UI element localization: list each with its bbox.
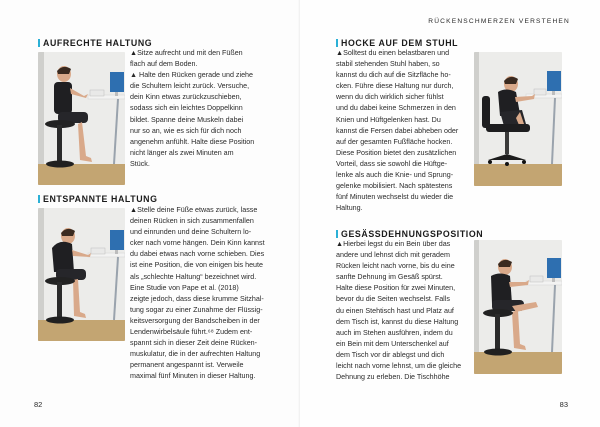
text-line: leicht nach vorne lehnst, um die gleiche — [336, 362, 462, 371]
text-line: cker nach vorne hängen. Dein Kinn kannst — [130, 239, 265, 248]
running-head: RÜCKENSCHMERZEN VERSTEHEN — [428, 18, 570, 25]
marker-icon: ▲ — [130, 206, 138, 214]
page-number-left: 82 — [34, 400, 43, 409]
text-line: ▲Sitze aufrecht und mit den Füßen — [130, 49, 243, 57]
section-upright — [38, 38, 293, 48]
photo-stretch — [474, 240, 562, 374]
heading-text: ENTSPANNTE HALTUNG — [43, 194, 158, 204]
accent-bar — [38, 195, 40, 203]
text-line: Stück. — [130, 159, 150, 168]
text-line: muskulatur, die in der aufrechten Haltung — [130, 350, 261, 359]
text-line: nicht länger als zwei Minuten am — [130, 148, 234, 157]
text-line: und einrunden und deine Schultern lo- — [130, 228, 252, 237]
text-line: bildet. Spanne deine Muskeln dabei — [130, 115, 244, 124]
heading-text: HOCKE AUF DEM STUHL — [341, 38, 459, 48]
accent-bar — [38, 39, 40, 47]
text-line: dem Tisch ist, kannst du diese Haltung — [336, 317, 459, 326]
text-line: und du dabei keine Schmerzen in den — [336, 104, 456, 113]
heading-text: GESÄSSDEHNUNGSPOSITION — [341, 229, 484, 239]
text-line: Dehnung zu erleben. Die Tischhöhe — [336, 373, 450, 382]
text-line: Halte diese Position für zwei Minuten, — [336, 284, 456, 293]
section-relaxed — [38, 194, 293, 204]
photo-upright-illustration — [38, 52, 125, 185]
section-heading — [38, 194, 293, 204]
photo-squat — [474, 52, 562, 186]
text-line: lenke als auch die Knie- und Sprung- — [336, 171, 454, 180]
text-line: ▲Solltest du einen belastbaren und — [336, 49, 450, 57]
page-number-right: 83 — [559, 400, 568, 409]
marker-icon: ▲ — [336, 49, 344, 57]
text-line: ist eine Position, die von einigen bis heute — [130, 261, 263, 270]
section-squat — [336, 38, 506, 48]
text-line: spannt sich in dieser Zeit deine Rücken- — [130, 339, 258, 348]
text-line: deinen Rücken in sich zusammenfallen — [130, 217, 254, 226]
text-line: cken. Führe diese Haltung nur durch, — [336, 82, 454, 91]
text-line: stabil stehenden Stuhl haben, so — [336, 60, 440, 69]
text-line: Knien und Hüftgelenken hast. Du — [336, 115, 441, 124]
text-line: auch im Stehen ausführen, indem du — [336, 328, 453, 337]
text-line: fünf Minuten wechselst du wieder die — [336, 193, 454, 202]
text-line: ▲ Halte den Rücken gerade und ziehe — [130, 71, 253, 80]
section-heading — [336, 229, 516, 239]
photo-squat-illustration — [474, 52, 562, 186]
text-line: maximal fünf Minuten in dieser Haltung. — [130, 372, 256, 381]
section-stretch — [336, 229, 516, 239]
text-line: kannst die Fersen dabei abheben oder — [336, 126, 459, 135]
upright-text — [130, 48, 280, 170]
photo-stretch-illustration — [474, 240, 562, 374]
marker-icon: ▲ — [130, 49, 138, 57]
text-line: tung sogar zu einer Zunahme der Flüssig- — [130, 305, 263, 314]
text-line: Eine Studie von Pape et al. (2018) — [130, 283, 239, 292]
text-line: angenehm anfühlt. Halte diese Position — [130, 137, 255, 146]
text-line: ▲Stelle deine Füße etwas zurück, lasse — [130, 206, 258, 214]
section-heading — [38, 38, 293, 48]
text-line: nur so an, wie es sich für dich noch — [130, 126, 242, 135]
marker-icon: ▲ — [336, 240, 344, 248]
text-line: auf der gesamten Fußfläche hocken. — [336, 137, 453, 146]
accent-bar — [336, 39, 338, 47]
text-line: kannst du dich auf die Sitzfläche ho- — [336, 71, 451, 80]
text-line: du einen Stehtisch hast und Platz auf — [336, 306, 454, 315]
right-page — [300, 0, 600, 427]
text-line: sodass sich ein leichtes Doppelkinn — [130, 104, 243, 113]
text-line: du dabei etwas nach vorne schieben. Dies — [130, 250, 265, 259]
text-line: keitsversorgung der Bandscheiben in der — [130, 316, 260, 325]
text-line: dein Kinn etwas zurückzuschieben, — [130, 93, 242, 102]
squat-text — [336, 48, 486, 214]
text-line: zeigte jedoch, dass diese krumme Sitzhal- — [130, 294, 264, 303]
text-line: sanfte Dehnung im Gesäß spürst. — [336, 273, 443, 282]
text-line: gelenke mobilisiert. Nach spätestens — [336, 182, 453, 191]
text-line: ▲Hierbei legst du ein Bein über das — [336, 240, 451, 248]
text-line: Diese Position bietet den zusätzlichen — [336, 148, 457, 157]
text-line: wenn du dich wirklich sicher fühlst — [336, 93, 444, 102]
text-line: Vorteil, dass sie sowohl die Hüftge- — [336, 159, 448, 168]
stretch-text — [336, 239, 486, 383]
text-line: bevor du die Seiten wechselst. Falls — [336, 295, 450, 304]
text-line: permanent angespannt ist. Verweile — [130, 361, 244, 370]
accent-bar — [336, 230, 338, 238]
text-line: die Schultern leicht zurück. Versuche, — [130, 82, 250, 91]
text-line: Lendenwirbelsäule führt.⁶⁸ Zudem ent- — [130, 328, 253, 337]
photo-relaxed — [38, 208, 125, 341]
text-line: Haltung. — [336, 204, 363, 213]
photo-upright — [38, 52, 125, 185]
text-line: andere und lehnst dich mit geradem — [336, 251, 450, 260]
heading-text: AUFRECHTE HALTUNG — [43, 38, 153, 48]
text-line: Rücken leicht nach vorne, bis du eine — [336, 262, 455, 271]
relaxed-text — [130, 205, 285, 383]
section-heading — [336, 38, 506, 48]
text-line: als „schlechte Haltung“ bezeichnet wird. — [130, 272, 257, 281]
text-line: flach auf dem Boden. — [130, 60, 198, 69]
text-line: ein Bein mit dem Unterschenkel auf — [336, 339, 449, 348]
text-line: dem Tisch vor dir ablegst und dich — [336, 350, 445, 359]
photo-relaxed-illustration — [38, 208, 125, 341]
